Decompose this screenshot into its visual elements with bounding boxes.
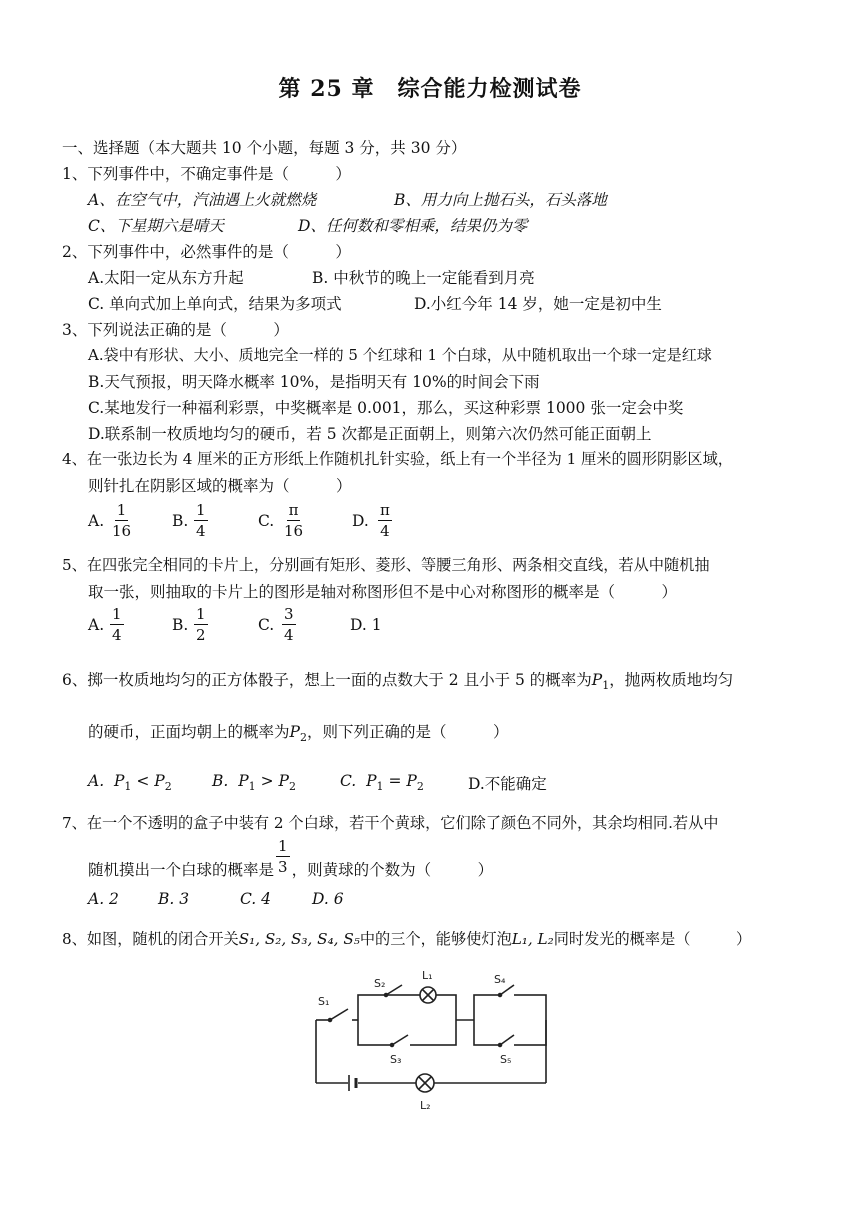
question-2-option-a: A.太阳一定从东方升起 xyxy=(88,269,244,287)
fraction-denominator: 2 xyxy=(196,626,206,644)
question-7-stem2-text: 随机摸出一个白球的概率是 xyxy=(88,860,275,879)
question-5-option-d: D. 1 xyxy=(350,616,382,634)
question-8-stem xyxy=(62,928,751,949)
question-2-stem: 2、下列事件中，必然事件的是（ ） xyxy=(62,243,351,261)
question-1-option-b: B、用力向上抛石头，石头落地 xyxy=(394,191,607,209)
fraction-numerator: 1 xyxy=(196,605,206,623)
question-7-option-a: A. 2 xyxy=(88,890,119,908)
question-3-option-b: B.天气预报，明天降水概率 10%，是指明天有 10%的时间会下雨 xyxy=(88,373,540,391)
question-6-option-c: C. $P_1 = P_2$ xyxy=(340,772,424,794)
question-4-option-b-fraction xyxy=(194,500,208,541)
fraction-denominator: 4 xyxy=(380,522,390,540)
page-title: 第 25 章 综合能力检测试卷 xyxy=(278,76,582,102)
fraction-denominator: 4 xyxy=(284,626,294,644)
fraction-denominator: 4 xyxy=(112,626,122,644)
question-4-option-a-label: A. xyxy=(88,512,105,530)
question-7-stem2-text-end: ，则黄球的个数为（ ） xyxy=(291,860,494,879)
question-7-fraction xyxy=(276,836,290,877)
question-3-option-a: A.袋中有形状、大小、质地完全一样的 5 个红球和 1 个白球，从中随机取出一个球一定是红球 xyxy=(88,346,712,364)
question-6-stem2-text: 的硬币，正面均朝上的概率为 xyxy=(88,723,290,741)
question-1-option-c: C、下星期六是晴天 xyxy=(88,217,224,235)
fraction-numerator: 1 xyxy=(116,501,127,519)
fraction-numerator: 1 xyxy=(196,501,206,519)
fraction-denominator: 16 xyxy=(112,522,132,540)
label-s2: S₂ xyxy=(374,977,386,990)
question-6-stem-text: 6、掷一枚质地均匀的正方体骰子，想上一面的点数大于 2 且小于 5 的概率为 xyxy=(62,671,592,689)
question-1-option-d: D、任何数和零相乘，结果仍为零 xyxy=(298,217,528,235)
question-7-option-b: B. 3 xyxy=(158,890,190,908)
label-l2: L₂ xyxy=(420,1099,431,1112)
fraction-numerator: 3 xyxy=(284,605,294,623)
question-8-stem-text-mid: 中的三个，能够使灯泡 xyxy=(359,930,512,948)
fraction-numerator: π xyxy=(288,501,299,519)
label-s4: S₄ xyxy=(494,973,506,986)
question-5-stem-continued: 取一张，则抽取的卡片上的图形是轴对称图形但不是中心对称图形的概率是（ ） xyxy=(88,583,678,601)
fraction-denominator: 4 xyxy=(196,522,206,540)
question-5-stem: 5、在四张完全相同的卡片上，分别画有矩形、菱形、等腰三角形、两条相交直线，若从中随机抽 xyxy=(62,556,710,574)
label-s3: S₃ xyxy=(390,1053,402,1066)
label-s5: S₅ xyxy=(500,1053,512,1066)
section-heading: 一、选择题（本大题共 10 个小题，每题 3 分，共 30 分） xyxy=(62,139,467,157)
question-6-option-d: D.不能确定 xyxy=(468,775,547,793)
question-2-option-d: D.小红今年 14 岁，她一定是初中生 xyxy=(414,295,662,313)
question-6-stem xyxy=(62,668,733,692)
p2-symbol: $P_2$ xyxy=(289,723,307,745)
fraction-denominator: 16 xyxy=(284,522,304,540)
question-7-stem: 7、在一个不透明的盒子中装有 2 个白球，若干个黄球，它们除了颜色不同外，其余均相同.若从中 xyxy=(62,814,719,832)
question-5-option-b-label: B. xyxy=(172,616,189,634)
question-1-stem: 1、下列事件中，不确定事件是（ ） xyxy=(62,165,351,183)
question-7-option-d: D. 6 xyxy=(312,890,344,908)
fraction-numerator: 1 xyxy=(278,837,288,855)
question-3-option-c: C.某地发行一种福利彩票，中奖概率是 0.001，那么，买这种彩票 1000 张一定会中奖 xyxy=(88,399,684,417)
question-7-option-c: C. 4 xyxy=(240,890,272,908)
label-s1: S₁ xyxy=(318,995,330,1008)
fraction-denominator: 3 xyxy=(278,858,288,876)
question-4-option-d-fraction xyxy=(378,500,392,541)
question-5-option-a-label: A. xyxy=(88,616,105,634)
question-3-stem: 3、下列说法正确的是（ ） xyxy=(62,321,289,339)
question-2-option-c: C. 单向式加上单向式，结果为多项式 xyxy=(88,295,342,313)
question-6-stem2-text-end: ，则下列正确的是（ ） xyxy=(306,723,509,741)
question-6-stem-continued xyxy=(88,720,508,744)
question-6-option-b: B. $P_1 > P_2$ xyxy=(212,772,296,794)
question-4-option-c-fraction xyxy=(282,500,305,541)
question-4-option-d-label: D. xyxy=(352,512,369,530)
question-5-option-b-fraction xyxy=(194,604,208,645)
question-4-option-b-label: B. xyxy=(172,512,189,530)
question-5-option-c-fraction xyxy=(282,604,296,645)
circuit-diagram xyxy=(300,965,570,1115)
question-2-option-b: B. 中秋节的晚上一定能看到月亮 xyxy=(312,269,535,287)
question-6-option-a: A. $P_1 < P_2$ xyxy=(88,772,172,794)
question-1-option-a: A、在空气中，汽油遇上火就燃烧 xyxy=(88,191,317,209)
switch-list: S₁, S₂, S₃, S₄, S₅ xyxy=(238,930,360,948)
question-4-option-a-fraction xyxy=(110,500,133,541)
question-4-option-c-label: C. xyxy=(258,512,275,530)
fraction-numerator: 1 xyxy=(112,605,122,623)
fraction-numerator: π xyxy=(380,501,390,519)
question-6-stem-text-end: ，抛两枚质地均匀 xyxy=(609,671,734,689)
question-7-stem-continued xyxy=(88,836,493,877)
question-4-stem: 4、在一张边长为 4 厘米的正方形纸上作随机扎针实验，纸上有一个半径为 1 厘米的圆形阴影区域， xyxy=(62,450,733,468)
question-5-option-a-fraction xyxy=(110,604,124,645)
question-8-stem-text: 8、如图，随机的闭合开关 xyxy=(62,930,239,948)
p1-symbol: $P_1$ xyxy=(591,671,610,693)
lamp-list: L₁, L₂ xyxy=(511,930,554,948)
label-l1: L₁ xyxy=(422,969,433,982)
question-5-option-c-label: C. xyxy=(258,616,275,634)
question-3-option-d: D.联系制一枚质地均匀的硬币，若 5 次都是正面朝上，则第六次仍然可能正面朝上 xyxy=(88,425,652,443)
question-8-stem-text-end: 同时发光的概率是（ ） xyxy=(553,930,752,948)
question-4-stem-continued: 则针扎在阴影区域的概率为（ ） xyxy=(88,477,352,495)
